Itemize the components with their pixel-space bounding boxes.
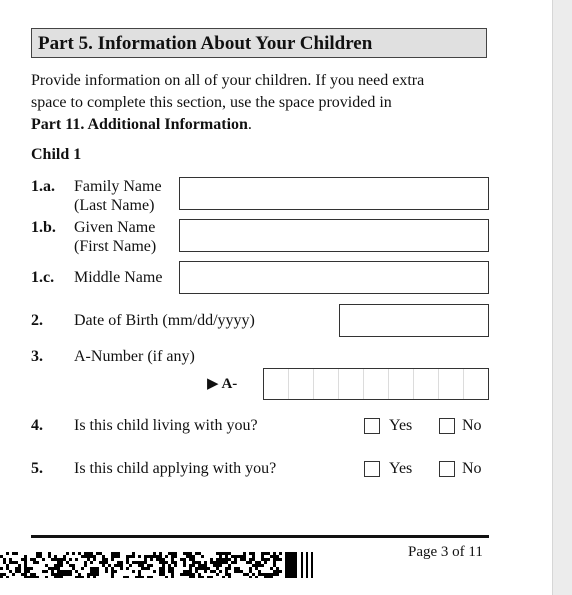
dob-number: 2. xyxy=(31,312,43,329)
intro-line-3 xyxy=(31,114,491,136)
living-label: Is this child living with you? xyxy=(74,417,258,434)
intro-line-1: Provide information on all of your children. If you need extra xyxy=(31,72,425,89)
family-name-label-line2: (Last Name) xyxy=(74,197,155,214)
footer-rule xyxy=(31,535,489,538)
part-header xyxy=(31,28,487,58)
anumber-prefix: ▶ A- xyxy=(207,376,238,392)
family-name-field[interactable] xyxy=(179,177,489,210)
applying-yes-checkbox[interactable] xyxy=(364,461,380,477)
viewer-scrollbar[interactable] xyxy=(552,0,572,595)
applying-label: Is this child applying with you? xyxy=(74,460,277,477)
intro-reference: Part 11. Additional Information xyxy=(31,116,248,133)
applying-no-checkbox[interactable] xyxy=(439,461,455,477)
living-number: 4. xyxy=(31,417,43,434)
intro-period: . xyxy=(247,116,252,133)
barcode-image xyxy=(0,552,320,578)
given-name-label-line1: Given Name xyxy=(74,219,156,236)
family-name-label-line1: Family Name xyxy=(74,178,162,195)
applying-no-label: No xyxy=(462,460,482,477)
living-no-checkbox[interactable] xyxy=(439,418,455,434)
applying-yes-label: Yes xyxy=(389,460,413,477)
living-yes-checkbox[interactable] xyxy=(364,418,380,434)
given-name-number: 1.b. xyxy=(31,219,56,236)
family-name-label xyxy=(74,177,162,215)
anumber-label: A-Number (if any) xyxy=(74,348,195,365)
intro-line-2: space to complete this section, use the space provided in xyxy=(31,94,392,111)
anumber-field[interactable] xyxy=(263,368,489,400)
given-name-label xyxy=(74,218,156,256)
given-name-label-line2: (First Name) xyxy=(74,238,157,255)
intro-text xyxy=(31,70,491,136)
living-no-label: No xyxy=(462,417,482,434)
middle-name-field[interactable] xyxy=(179,261,489,294)
page-number: Page 3 of 11 xyxy=(408,544,483,560)
living-yes-label: Yes xyxy=(389,417,413,434)
dob-field[interactable] xyxy=(339,304,489,337)
part-title: Part 5. Information About Your Children xyxy=(38,33,373,54)
given-name-field[interactable] xyxy=(179,219,489,252)
middle-name-label: Middle Name xyxy=(74,269,163,286)
child-heading: Child 1 xyxy=(31,146,82,163)
middle-name-number: 1.c. xyxy=(31,269,55,286)
dob-label: Date of Birth (mm/dd/yyyy) xyxy=(74,312,255,329)
family-name-number: 1.a. xyxy=(31,178,55,195)
applying-number: 5. xyxy=(31,460,43,477)
anumber-number: 3. xyxy=(31,348,43,365)
